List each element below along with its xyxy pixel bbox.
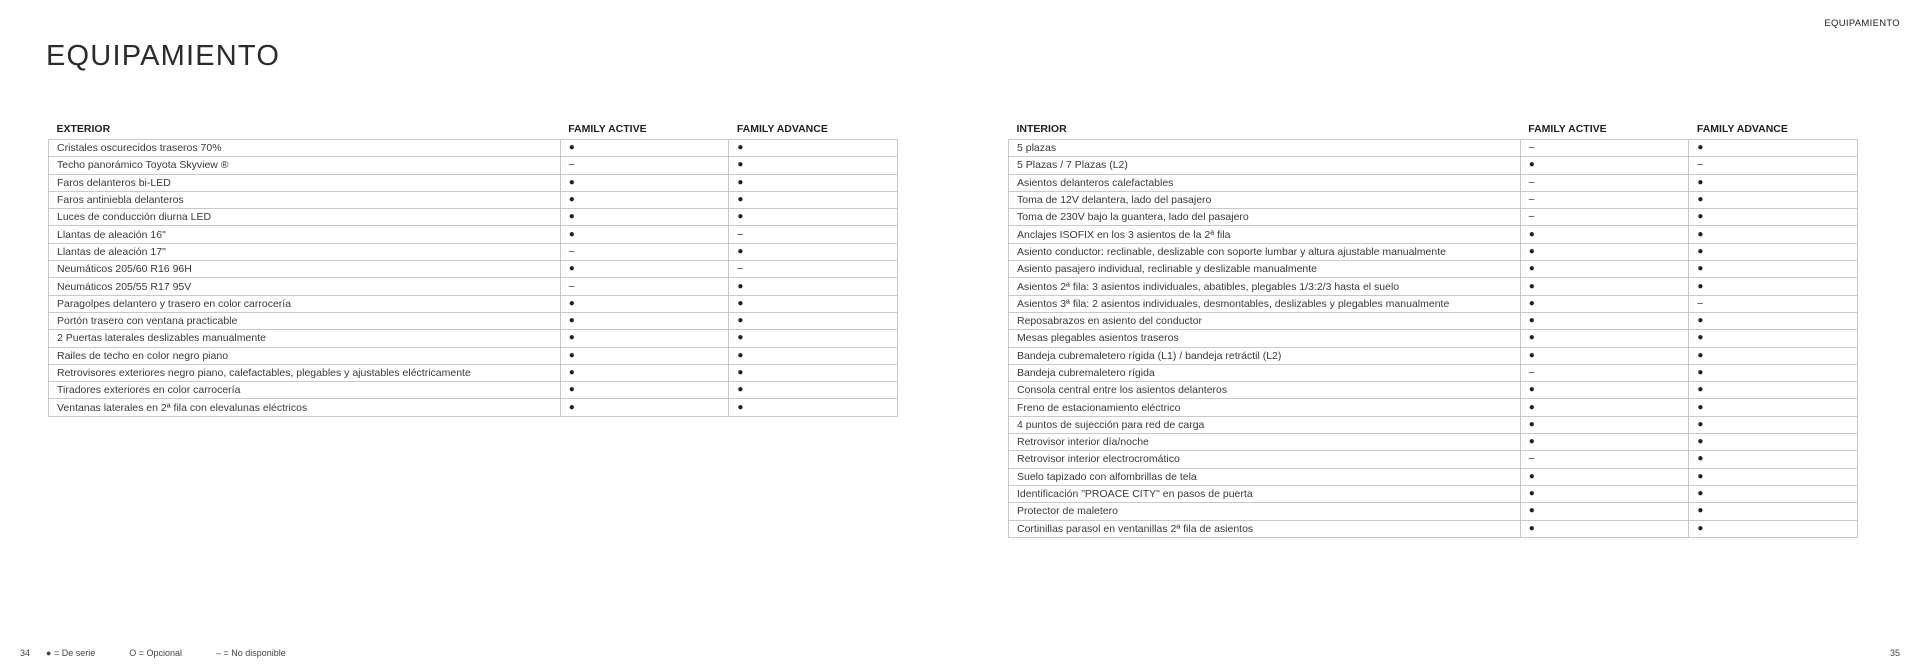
section-tag: EQUIPAMIENTO [1824,18,1900,29]
family-active-cell: ● [560,191,729,208]
table-row [1009,174,1858,191]
table-row [49,174,898,191]
family-advance-cell: ● [729,209,898,226]
feature-cell: Retrovisor interior día/noche [1009,434,1521,451]
table-row [1009,243,1858,260]
family-advance-cell: ● [1689,382,1858,399]
family-advance-cell: ● [1689,399,1858,416]
family-active-cell: – [1520,364,1689,381]
table-row [49,209,898,226]
feature-cell: Toma de 12V delantera, lado del pasajero [1009,191,1521,208]
family-active-cell: ● [1520,347,1689,364]
family-active-cell: ● [1520,468,1689,485]
feature-cell: Suelo tapizado con alfombrillas de tela [1009,468,1521,485]
exterior-header-row [49,118,898,140]
family-advance-cell: ● [729,295,898,312]
table-row [1009,382,1858,399]
family-active-cell: ● [1520,520,1689,537]
table-row [49,157,898,174]
feature-cell: Anclajes ISOFIX en los 3 asientos de la 2ª fila [1009,226,1521,243]
family-advance-cell: – [729,261,898,278]
family-advance-cell: ● [729,364,898,381]
table-row [1009,191,1858,208]
feature-cell: Railes de techo en color negro piano [49,347,561,364]
family-active-cell: ● [1520,295,1689,312]
family-active-cell: ● [1520,157,1689,174]
table-row [49,382,898,399]
exterior-column-header: EXTERIOR [49,118,561,140]
table-row [49,226,898,243]
feature-cell: Cortinillas parasol en ventanillas 2ª fila de asientos [1009,520,1521,537]
feature-cell: Reposabrazos en asiento del conductor [1009,312,1521,329]
family-advance-cell: – [1689,295,1858,312]
table-row [1009,468,1858,485]
family-active-cell: ● [1520,243,1689,260]
family-active-cell: ● [560,399,729,416]
family-active-cell: ● [1520,278,1689,295]
feature-cell: Neumáticos 205/60 R16 96H [49,261,561,278]
feature-cell: Techo panorámico Toyota Skyview ® [49,157,561,174]
table-row [1009,364,1858,381]
family-advance-cell: ● [729,399,898,416]
family-active-cell: ● [1520,261,1689,278]
feature-cell: Asiento conductor: reclinable, deslizable con soporte lumbar y altura ajustable manualmente [1009,243,1521,260]
family-active-cell: ● [560,209,729,226]
family-active-cell: ● [560,295,729,312]
family-advance-cell: ● [1689,174,1858,191]
family-advance-cell: ● [1689,140,1858,157]
table-row [1009,295,1858,312]
table-row [1009,416,1858,433]
family-active-cell: ● [1520,312,1689,329]
feature-cell: Mesas plegables asientos traseros [1009,330,1521,347]
feature-cell: Asiento pasajero individual, reclinable y deslizable manualmente [1009,261,1521,278]
family-advance-cell: – [1689,157,1858,174]
interior-table-body [1009,140,1858,538]
family-active-column-header: FAMILY ACTIVE [560,118,729,140]
family-active-cell: ● [1520,382,1689,399]
table-row [1009,451,1858,468]
exterior-table [48,118,898,417]
feature-cell: Protector de maletero [1009,503,1521,520]
table-row [1009,434,1858,451]
family-active-cell: – [1520,140,1689,157]
family-active-cell: ● [560,140,729,157]
family-advance-cell: ● [729,382,898,399]
interior-table [1008,118,1858,538]
family-active-cell: ● [560,330,729,347]
feature-cell: Luces de conducción diurna LED [49,209,561,226]
family-advance-cell: ● [729,140,898,157]
page-title: EQUIPAMIENTO [46,40,281,72]
table-row [1009,399,1858,416]
feature-cell: Asientos delanteros calefactables [1009,174,1521,191]
family-advance-cell: ● [729,347,898,364]
family-advance-cell: ● [1689,451,1858,468]
family-active-column-header: FAMILY ACTIVE [1520,118,1689,140]
feature-cell: Cristales oscurecidos traseros 70% [49,140,561,157]
family-active-cell: – [1520,451,1689,468]
interior-header-row [1009,118,1858,140]
table-row [49,191,898,208]
family-active-cell: ● [560,226,729,243]
family-advance-cell: ● [729,174,898,191]
table-row [49,140,898,157]
family-advance-cell: ● [1689,191,1858,208]
feature-cell: Paragolpes delantero y trasero en color carrocería [49,295,561,312]
table-row [1009,157,1858,174]
feature-cell: Neumáticos 205/55 R17 95V [49,278,561,295]
family-advance-cell: ● [1689,226,1858,243]
feature-cell: Llantas de aleación 16" [49,226,561,243]
family-active-cell: ● [560,364,729,381]
table-row [1009,226,1858,243]
table-row [1009,330,1858,347]
table-row [49,364,898,381]
feature-cell: Retrovisores exteriores negro piano, calefactables, plegables y ajustables eléctricamente [49,364,561,381]
table-row [49,347,898,364]
feature-cell: Tiradores exteriores en color carrocería [49,382,561,399]
feature-cell: 5 Plazas / 7 Plazas (L2) [1009,157,1521,174]
family-active-cell: ● [1520,503,1689,520]
table-row [1009,347,1858,364]
page-number-right: 35 [1889,648,1900,658]
feature-cell: Llantas de aleación 17" [49,243,561,260]
table-row [49,261,898,278]
page-number-left: 34 [20,648,31,658]
family-active-cell: ● [1520,434,1689,451]
legend-not-available: – = No disponible [216,648,286,658]
table-row [1009,485,1858,502]
family-advance-cell: ● [729,330,898,347]
family-advance-cell: ● [729,278,898,295]
footer-left [20,648,320,658]
feature-cell: Freno de estacionamiento eléctrico [1009,399,1521,416]
exterior-table-body [49,140,898,417]
family-advance-cell: – [729,226,898,243]
table-row [49,295,898,312]
table-row [49,399,898,416]
family-advance-cell: ● [1689,330,1858,347]
interior-column-header: INTERIOR [1009,118,1521,140]
family-advance-cell: ● [1689,312,1858,329]
family-active-cell: – [560,278,729,295]
family-advance-cell: ● [1689,209,1858,226]
feature-cell: Asientos 2ª fila: 3 asientos individuales, abatibles, plegables 1/3:2/3 hasta el suelo [1009,278,1521,295]
table-row [1009,209,1858,226]
family-advance-cell: ● [1689,434,1858,451]
feature-cell: Asientos 3ª fila: 2 asientos individuales, desmontables, deslizables y plegables manualmente [1009,295,1521,312]
table-row [1009,520,1858,537]
feature-cell: 5 plazas [1009,140,1521,157]
family-advance-cell: ● [1689,485,1858,502]
family-advance-cell: ● [1689,364,1858,381]
family-advance-cell: ● [729,312,898,329]
family-active-cell: ● [560,382,729,399]
legend-standard: ● = De serie [46,648,96,658]
feature-cell: Ventanas laterales en 2ª fila con elevalunas eléctricos [49,399,561,416]
table-row [49,312,898,329]
family-active-cell: ● [1520,330,1689,347]
family-active-cell: ● [560,347,729,364]
family-active-cell: ● [560,174,729,191]
family-advance-cell: ● [729,157,898,174]
feature-cell: Faros antiniebla delanteros [49,191,561,208]
family-active-cell: ● [1520,485,1689,502]
family-active-cell: ● [1520,226,1689,243]
family-advance-cell: ● [1689,416,1858,433]
family-advance-cell: ● [1689,468,1858,485]
family-advance-cell: ● [1689,261,1858,278]
family-advance-cell: ● [729,243,898,260]
legend-optional: O = Opcional [129,648,183,658]
feature-cell: Faros delanteros bi-LED [49,174,561,191]
feature-cell: Bandeja cubremaletero rígida [1009,364,1521,381]
family-active-cell: ● [560,261,729,278]
table-row [49,330,898,347]
feature-cell: 4 puntos de sujección para red de carga [1009,416,1521,433]
family-advance-cell: ● [1689,278,1858,295]
family-active-cell: – [1520,191,1689,208]
family-advance-cell: ● [729,191,898,208]
family-active-cell: – [560,157,729,174]
family-active-cell: ● [1520,399,1689,416]
feature-cell: Toma de 230V bajo la guantera, lado del pasajero [1009,209,1521,226]
family-advance-cell: ● [1689,347,1858,364]
table-row [1009,140,1858,157]
feature-cell: Identificación "PROACE CITY" en pasos de puerta [1009,485,1521,502]
family-active-cell: ● [1520,416,1689,433]
feature-cell: Portón trasero con ventana practicable [49,312,561,329]
table-row [1009,503,1858,520]
family-advance-column-header: FAMILY ADVANCE [729,118,898,140]
table-row [49,243,898,260]
feature-cell: Bandeja cubremaletero rígida (L1) / bandeja retráctil (L2) [1009,347,1521,364]
feature-cell: 2 Puertas laterales deslizables manualmente [49,330,561,347]
feature-cell: Retrovisor interior electrocromático [1009,451,1521,468]
family-advance-cell: ● [1689,520,1858,537]
family-advance-cell: ● [1689,503,1858,520]
table-row [49,278,898,295]
table-row [1009,261,1858,278]
table-row [1009,278,1858,295]
family-active-cell: – [560,243,729,260]
family-active-cell: ● [560,312,729,329]
family-advance-column-header: FAMILY ADVANCE [1689,118,1858,140]
family-active-cell: – [1520,174,1689,191]
family-active-cell: – [1520,209,1689,226]
table-row [1009,312,1858,329]
family-advance-cell: ● [1689,243,1858,260]
feature-cell: Consola central entre los asientos delanteros [1009,382,1521,399]
